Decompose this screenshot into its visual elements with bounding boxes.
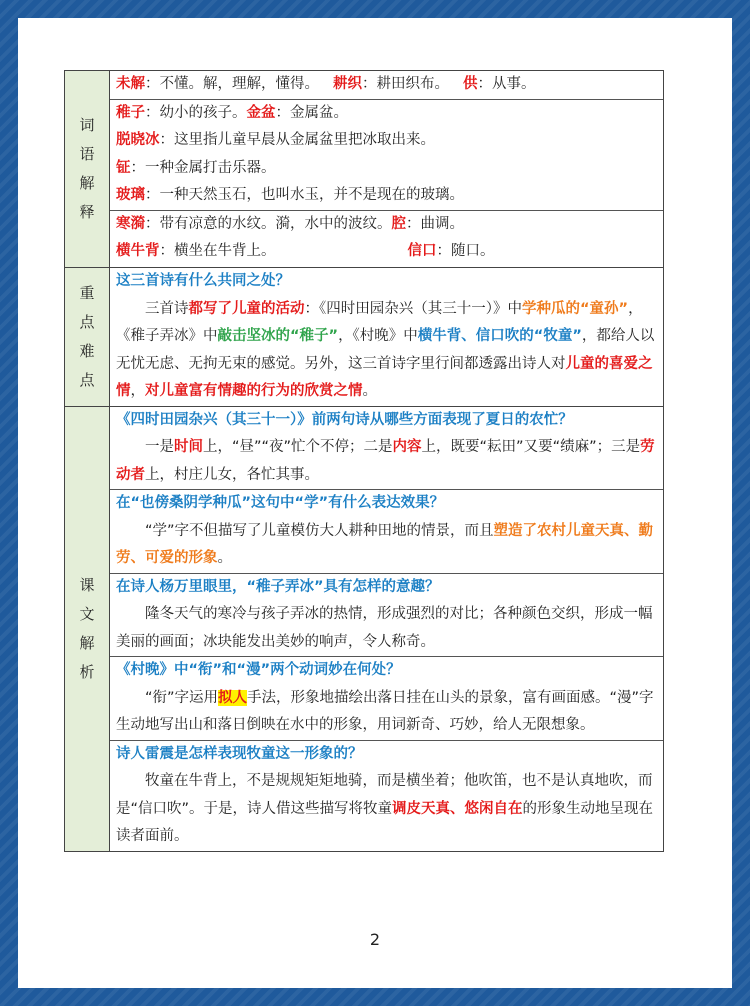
highlight-text: 时间 <box>174 439 203 455</box>
highlight-text: 学种瓜的“童孙” <box>522 300 629 317</box>
category-char: 重 <box>79 283 95 302</box>
lesson-answer-2 <box>116 518 657 573</box>
category-char: 析 <box>79 662 95 681</box>
highlight-text: 稚子 <box>116 104 145 121</box>
category-char: 释 <box>79 203 95 221</box>
text-run: 手法，形象地描绘出落日挂在山头的景象，富有画面感。“漫”字生动地写出山和落日倒映在水中的形象，用词新奇、巧妙，给人无限想象。 <box>116 689 654 733</box>
text-run: ：带有凉意的水纹。漪，水中的波纹。 <box>145 215 392 232</box>
category-char: 解 <box>79 174 95 192</box>
text-run: ：金属盆。 <box>275 104 348 121</box>
vocab-row-3 <box>110 211 663 266</box>
category-vocab <box>65 71 110 268</box>
text-run: ：这里指儿童早晨从金属盆里把冰取出来。 <box>159 132 435 148</box>
text-run: 。 <box>362 383 377 399</box>
highlight-text: 腔 <box>391 215 406 232</box>
category-char: 文 <box>79 604 95 623</box>
vocab-line <box>116 155 657 183</box>
highlight-text: 横牛背 <box>116 243 160 259</box>
vocab-line <box>116 127 657 155</box>
vocab-line <box>116 211 657 239</box>
text-run: ：从事。 <box>477 76 536 92</box>
highlight-text: 塑造了农村儿童天真、勤劳、可爱的形象 <box>116 522 654 566</box>
text-run: ：随口。 <box>436 243 495 259</box>
text-run: ，《稚子弄冰》中 <box>116 300 643 344</box>
text-run: 隆冬天气的寒冷与孩子弄冰的热情，形成强烈的对比；各种颜色交织，形成一幅美丽的画面；冰块能发出美妙的响声，令人称奇。 <box>116 606 653 650</box>
page-number: 2 <box>369 930 381 949</box>
text-run: 的形象生动地呈现在读者面前。 <box>116 800 654 844</box>
category-char: 点 <box>79 370 95 389</box>
highlight-text: 金盆 <box>246 104 276 121</box>
vocab-line <box>116 100 657 128</box>
highlight-text: 横牛背、信口吹的“牧童” <box>417 328 582 344</box>
lesson-block-4 <box>110 657 663 741</box>
lesson-block-2 <box>110 490 663 574</box>
text-run: ：一种天然玉石，也叫水玉，并不是现在的玻璃。 <box>145 187 464 203</box>
text-run: ：幼小的孩子。 <box>145 104 247 121</box>
category-lesson <box>65 406 110 851</box>
lesson-answer-3 <box>116 601 657 656</box>
lesson-question-3: 在诗人杨万里眼里，“稚子弄冰”具有怎样的意趣？ <box>116 578 440 595</box>
highlight-text: 耕织 <box>333 76 362 92</box>
highlight-text: 内容 <box>392 439 422 455</box>
text-run: 牧童在牛背上，不是规规矩矩地骑，而是横坐着；他吹笛，也不是认真地吹，而是“信口吹”。于是，诗人借这些描写将牧童 <box>116 773 653 817</box>
lesson-question-2: 在“也傍桑阴学种瓜”这句中“学”有什么表达效果？ <box>116 495 445 511</box>
vocab-line <box>116 238 657 266</box>
category-char: 课 <box>79 575 95 594</box>
lesson-answer-1 <box>116 434 657 489</box>
text-run: ：《四时田园杂兴（其三十一）》中 <box>304 300 522 317</box>
lesson-question-5: 诗人雷震是怎样表现牧童这一形象的？ <box>116 745 363 762</box>
highlight-text: 寒漪 <box>116 215 145 232</box>
category-char: 解 <box>79 633 95 652</box>
text-run: 。 <box>217 550 232 566</box>
text-run: ，都给人以无忧无虑、无拘无束的感觉。另外，这三首诗字里行间都透露出诗人对 <box>116 328 655 372</box>
highlight-text: 调皮天真、悠闲自在 <box>392 800 523 817</box>
lesson-question-1: 《四时田园杂兴（其三十一）》前两句诗从哪些方面表现了夏日的农忙？ <box>116 411 573 428</box>
key-question: 这三首诗有什么共同之处？ <box>116 273 290 289</box>
highlight-text: 劳动者 <box>116 439 655 483</box>
highlight-text: 对儿童富有情趣的行为的欣赏之情 <box>145 383 363 399</box>
highlight-text: 敲击坚冰的“稚子” <box>217 328 339 344</box>
category-char: 词 <box>79 116 95 134</box>
text-run: ：曲调。 <box>406 215 464 232</box>
vocab-row-2 <box>110 100 663 211</box>
key-answer <box>116 296 657 406</box>
category-key-points <box>65 268 110 407</box>
category-char: 语 <box>79 145 95 163</box>
text-run: 三首诗 <box>145 300 189 317</box>
category-char: 难 <box>79 341 95 360</box>
category-char: 点 <box>79 312 95 331</box>
vocab-content <box>110 71 664 268</box>
text-run: ：横坐在牛背上。 <box>159 243 276 259</box>
lesson-answer-4 <box>116 685 657 740</box>
vocab-line <box>116 182 657 210</box>
text-run: 上，“昼”“夜”忙个不停；二是 <box>203 439 393 455</box>
highlight-text: 信口 <box>407 243 437 259</box>
highlight-text: 玻璃 <box>116 187 145 203</box>
highlight-text: 未解 <box>116 76 145 92</box>
study-table <box>64 70 664 852</box>
text-run: “学”字不但描写了儿童模仿大人耕种田地的情景，而且 <box>145 522 494 539</box>
text-run: ， <box>130 383 145 399</box>
text-run: 上，既要“耘田”又要“绩麻”；三是 <box>421 439 641 455</box>
lesson-answer-5 <box>116 768 657 851</box>
highlight-text: 钲 <box>116 159 131 176</box>
lesson-block-5 <box>110 741 663 851</box>
highlight-text: 儿童的喜爱之情 <box>116 355 653 399</box>
highlight-text: 拟人 <box>218 689 248 706</box>
lesson-block-1 <box>110 407 663 491</box>
text-run: ：耕田织布。 <box>362 76 449 92</box>
highlight-text: 脱晓冰 <box>116 132 160 148</box>
key-content <box>110 268 664 407</box>
vocab-row-1 <box>110 71 663 100</box>
lesson-question-4: 《村晚》中“衔”和“漫”两个动词妙在何处？ <box>116 662 401 678</box>
text-run: ：不懂。解，理解，懂得。 <box>145 76 319 92</box>
text-run: “衔”字运用 <box>145 689 219 706</box>
lesson-block-3 <box>110 574 663 658</box>
text-run: ：一种金属打击乐器。 <box>130 159 276 176</box>
text-run: ，《村晚》中 <box>338 328 418 344</box>
text-run: 上，村庄儿女，各忙其事。 <box>145 466 319 483</box>
lesson-content <box>110 406 664 851</box>
text-run: 一是 <box>145 439 174 455</box>
highlight-text: 供 <box>463 76 478 92</box>
highlight-text: 都写了儿童的活动 <box>188 300 305 317</box>
